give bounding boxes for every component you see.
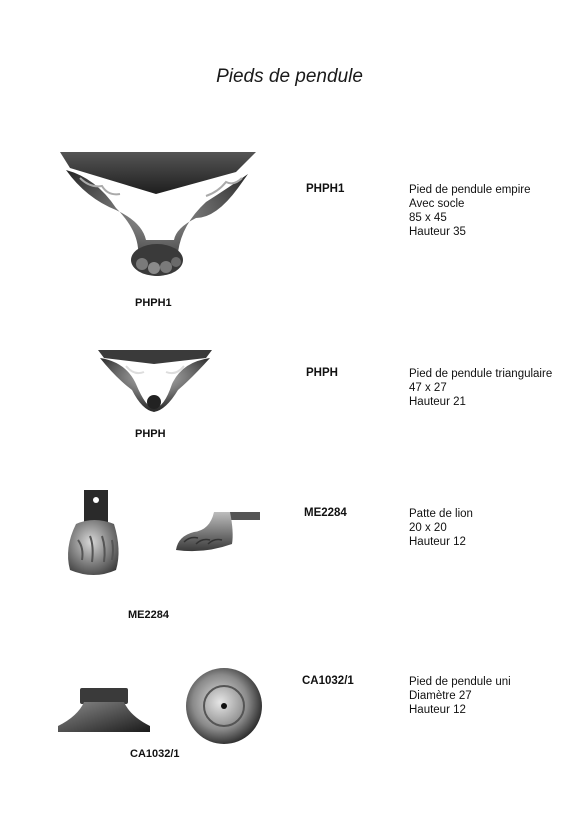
product-description <box>409 507 473 549</box>
product-image-ca1032-top <box>184 666 264 746</box>
description-line: Hauteur 21 <box>409 396 466 408</box>
description-line: Avec socle <box>409 198 465 210</box>
product-image-ca1032-side <box>56 686 152 734</box>
description-line: Hauteur 12 <box>409 536 466 548</box>
product-caption: CA1032/1 <box>130 748 180 760</box>
product-caption: ME2284 <box>128 609 169 621</box>
description-line: Pied de pendule empire <box>409 184 531 196</box>
description-line: Diamètre 27 <box>409 690 472 702</box>
product-ref: CA1032/1 <box>302 675 354 687</box>
description-line: 85 x 45 <box>409 212 447 224</box>
product-image-me2284-side <box>174 508 262 556</box>
page-title: Pieds de pendule <box>216 66 363 87</box>
description-line: Hauteur 35 <box>409 226 466 238</box>
product-description <box>409 183 530 239</box>
description-line: 47 x 27 <box>409 382 447 394</box>
product-ref: PHPH <box>306 367 338 379</box>
description-line: 20 x 20 <box>409 522 447 534</box>
product-caption: PHPH <box>135 428 166 440</box>
description-line: Hauteur 12 <box>409 704 466 716</box>
product-image-phph <box>96 348 214 414</box>
product-description <box>409 367 552 409</box>
product-caption: PHPH1 <box>135 297 172 309</box>
description-line: Patte de lion <box>409 508 473 520</box>
product-ref: PHPH1 <box>306 183 345 195</box>
description-line: Pied de pendule uni <box>409 676 511 688</box>
product-description <box>409 675 511 717</box>
description-line: Pied de pendule triangulaire <box>409 368 553 380</box>
product-image-phph1 <box>56 148 262 280</box>
product-image-me2284-front <box>64 490 122 580</box>
product-ref: ME2284 <box>304 507 347 519</box>
